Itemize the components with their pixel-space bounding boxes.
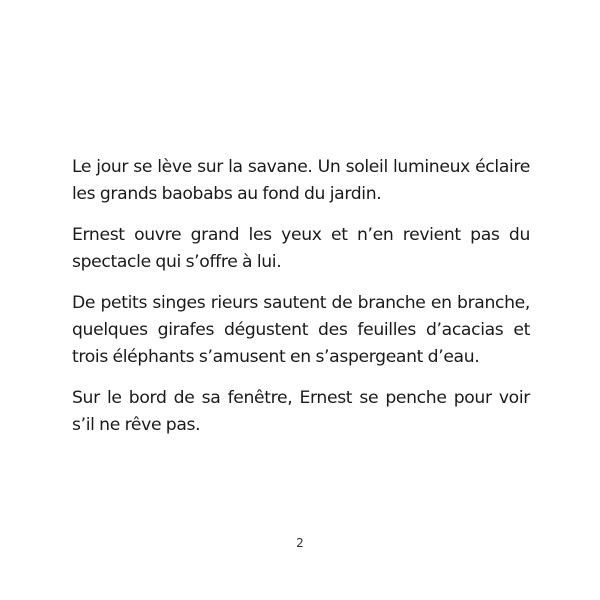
paragraph-1: Le jour se lève sur la savane. Un soleil lumineux éclaire les grands baobabs au fond du jardin. [72,157,530,204]
paragraph-3: De petits singes rieurs sautent de branche en branche, quelques girafes dégustent des feuilles d’acacias et trois éléphants s’amusent en s’aspergeant d’eau. [72,293,530,367]
page-number: 2 [296,536,304,550]
paragraph-4: Sur le bord de sa fenêtre, Ernest se penche pour voir s’il ne rêve pas. [72,388,530,435]
story-text [72,154,530,453]
paragraph-2: Ernest ouvre grand les yeux et n’en revient pas du spectacle qui s’offre à lui. [72,225,530,272]
